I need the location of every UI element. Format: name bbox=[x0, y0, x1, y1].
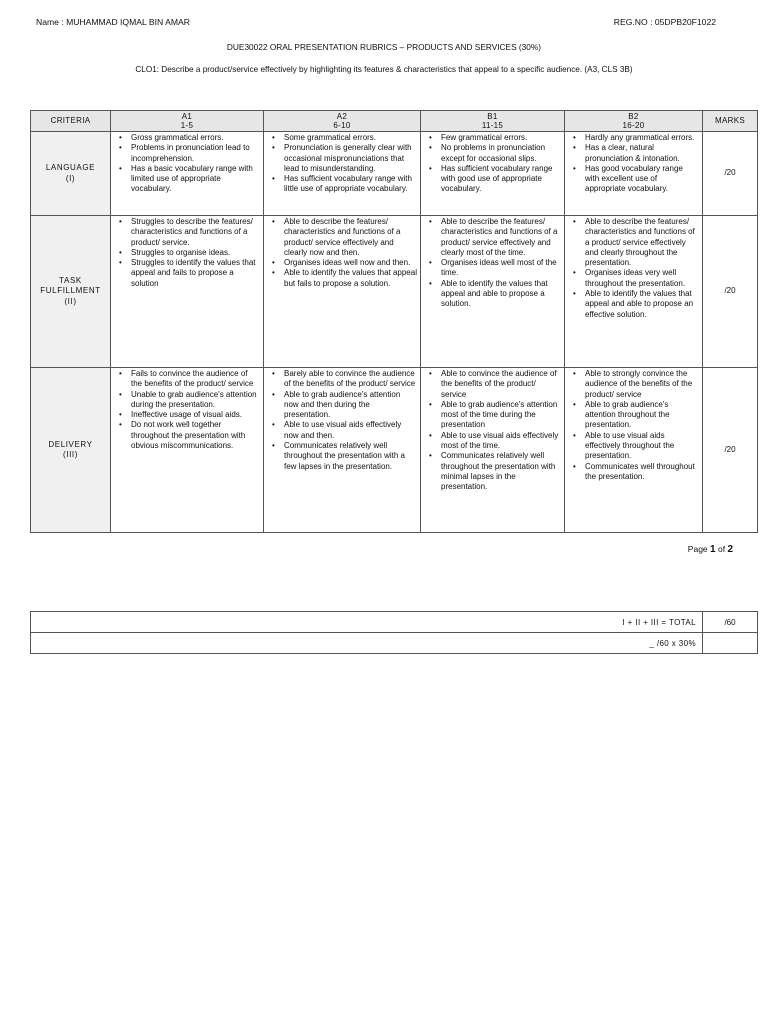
descriptor-item: • Unable to grab audience's attention during the presentation. bbox=[111, 390, 263, 411]
descriptor-cell-b1 bbox=[421, 368, 565, 533]
total-marks: /60 bbox=[703, 612, 758, 633]
column-header-a1: A1 1-5 bbox=[111, 111, 264, 132]
descriptor-item: • Able to identify the values that appeal and able to propose an effective solution. bbox=[565, 289, 702, 320]
criteria-name: LANGUAGE bbox=[45, 163, 96, 172]
descriptor-item: • Able to describe the features/ characteristics and functions of a product/ service effectively and clearly most of the time. bbox=[421, 217, 564, 258]
descriptor-item: • Has sufficient vocabulary range with little use of appropriate vocabulary. bbox=[264, 174, 420, 195]
descriptor-cell-b1 bbox=[421, 132, 565, 216]
rubric-row bbox=[31, 368, 758, 533]
descriptor-item: • Organises ideas very well throughout the presentation. bbox=[565, 268, 702, 289]
registration-number: REG.NO : 05DPB20F1022 bbox=[613, 17, 716, 27]
descriptor-list bbox=[264, 369, 420, 472]
descriptor-item: • Communicates relatively well throughout the presentation with minimal lapses in the presentation. bbox=[421, 451, 564, 492]
criteria-cell bbox=[31, 368, 111, 533]
descriptor-list bbox=[565, 217, 702, 320]
descriptor-cell-a2 bbox=[264, 132, 421, 216]
marks-cell: /20 bbox=[703, 368, 758, 533]
descriptor-item: • Struggles to organise ideas. bbox=[111, 248, 263, 258]
total-label: I + II + III = TOTAL bbox=[31, 612, 703, 633]
criteria-name: DELIVERY bbox=[48, 439, 93, 449]
descriptor-cell-a1 bbox=[111, 216, 264, 368]
descriptor-item: • Fails to convince the audience of the benefits of the product/ service bbox=[111, 369, 263, 390]
weighted-row bbox=[31, 633, 758, 654]
descriptor-cell-a1 bbox=[111, 132, 264, 216]
descriptor-item: • Able to grab audience's attention most of the time during the presentation bbox=[421, 400, 564, 431]
descriptor-item: • Able to use visual aids effectively throughout the presentation. bbox=[565, 431, 702, 462]
column-header-a2: A2 6-10 bbox=[264, 111, 421, 132]
weighted-marks bbox=[703, 633, 758, 654]
descriptor-item: • Struggles to identify the values that appeal and fails to propose a solution bbox=[111, 258, 263, 289]
descriptor-item: • Do not work well together throughout the presentation with obvious miscommunications. bbox=[111, 420, 263, 451]
descriptor-item: • Few grammatical errors. bbox=[421, 133, 564, 143]
descriptor-item: • Communicates relatively well throughout the presentation with a few lapses in the presentation. bbox=[264, 441, 420, 472]
descriptor-cell-b1 bbox=[421, 216, 565, 368]
descriptor-item: • Able to grab audience's attention now and then during the presentation. bbox=[264, 390, 420, 421]
descriptor-item: • Has sufficient vocabulary range with good use of appropriate vocabulary. bbox=[421, 164, 564, 195]
descriptor-item: • No problems in pronunciation except for occasional slips. bbox=[421, 143, 564, 164]
descriptor-list bbox=[111, 217, 263, 289]
descriptor-item: • Struggles to describe the features/ characteristics and functions of a product/ service. bbox=[111, 217, 263, 248]
student-name: Name : MUHAMMAD IQMAL BIN AMAR bbox=[36, 17, 190, 27]
total-table bbox=[30, 611, 758, 654]
descriptor-list bbox=[111, 369, 263, 451]
descriptor-cell-b2 bbox=[565, 216, 703, 368]
descriptor-cell-b2 bbox=[565, 368, 703, 533]
descriptor-item: • Ineffective usage of visual aids. bbox=[111, 410, 263, 420]
descriptor-list bbox=[565, 369, 702, 482]
document-title: DUE30022 ORAL PRESENTATION RUBRICS – PRODUCTS AND SERVICES (30%) bbox=[226, 42, 542, 52]
descriptor-item: • Organises ideas well now and then. bbox=[264, 258, 420, 268]
criteria-cell bbox=[31, 132, 111, 216]
rubric-row bbox=[31, 216, 758, 368]
rubric-header-row bbox=[31, 111, 758, 132]
descriptor-item: • Hardly any grammatical errors. bbox=[565, 133, 702, 143]
criteria-number: (III) bbox=[63, 450, 78, 459]
descriptor-item: • Able to use visual aids effectively now and then. bbox=[264, 420, 420, 441]
descriptor-item: • Has a basic vocabulary range with limited use of appropriate vocabulary. bbox=[111, 164, 263, 195]
column-header-criteria: CRITERIA bbox=[31, 111, 111, 132]
descriptor-list bbox=[264, 133, 420, 195]
descriptor-item: • Able to identify the values that appeal but fails to propose a solution. bbox=[264, 268, 420, 289]
descriptor-list bbox=[421, 133, 564, 195]
descriptor-item: • Pronunciation is generally clear with occasional mispronunciations that lead to misunderstanding. bbox=[264, 143, 420, 174]
descriptor-cell-a2 bbox=[264, 216, 421, 368]
descriptor-list bbox=[421, 217, 564, 310]
descriptor-item: • Able to describe the features/ characteristics and functions of a product/ service effectively and clearly now and then. bbox=[264, 217, 420, 258]
descriptor-item: • Organises ideas well most of the time. bbox=[421, 258, 564, 279]
rubric-table bbox=[30, 110, 758, 533]
column-header-marks: MARKS bbox=[703, 111, 758, 132]
descriptor-cell-a2 bbox=[264, 368, 421, 533]
descriptor-item: • Some grammatical errors. bbox=[264, 133, 420, 143]
descriptor-item: • Problems in pronunciation lead to incomprehension. bbox=[111, 143, 263, 164]
weighted-label: _ /60 x 30% bbox=[31, 633, 703, 654]
descriptor-item: • Gross grammatical errors. bbox=[111, 133, 263, 143]
descriptor-list bbox=[264, 217, 420, 289]
descriptor-item: • Communicates well throughout the presentation. bbox=[565, 462, 702, 483]
descriptor-list bbox=[565, 133, 702, 195]
column-header-b1: B1 11-15 bbox=[421, 111, 565, 132]
descriptor-list bbox=[111, 133, 263, 195]
rubric-row bbox=[31, 132, 758, 216]
descriptor-item: • Able to strongly convince the audience of the benefits of the product/ service bbox=[565, 369, 702, 400]
descriptor-item: • Barely able to convince the audience of the benefits of the product/ service bbox=[264, 369, 420, 390]
descriptor-cell-b2 bbox=[565, 132, 703, 216]
column-header-b2: B2 16-20 bbox=[565, 111, 703, 132]
criteria-number: (I) bbox=[65, 173, 76, 183]
descriptor-item: • Able to grab audience's attention throughout the presentation. bbox=[565, 400, 702, 431]
course-learning-outcome: CLO1: Describe a product/service effectively by highlighting its features & characteristics that appeal to a specific audience. (A3, CLS 3B) bbox=[135, 65, 633, 74]
criteria-name: TASK FULFILLMENT bbox=[40, 275, 101, 296]
criteria-cell bbox=[31, 216, 111, 368]
criteria-number: (II) bbox=[64, 296, 77, 306]
descriptor-list bbox=[421, 369, 564, 493]
descriptor-item: • Able to identify the values that appeal and able to propose a solution. bbox=[421, 279, 564, 310]
descriptor-item: • Able to describe the features/ characteristics and functions of a product/ service effectively and clearly throughout the presentation. bbox=[565, 217, 702, 268]
total-row bbox=[31, 612, 758, 633]
descriptor-item: • Has good vocabulary range with excellent use of appropriate vocabulary. bbox=[565, 164, 702, 195]
descriptor-item: • Able to convince the audience of the benefits of the product/ service bbox=[421, 369, 564, 400]
marks-cell: /20 bbox=[703, 216, 758, 368]
descriptor-item: • Has a clear, natural pronunciation & intonation. bbox=[565, 143, 702, 164]
descriptor-item: • Able to use visual aids effectively most of the time. bbox=[421, 431, 564, 452]
marks-cell: /20 bbox=[703, 132, 758, 216]
descriptor-cell-a1 bbox=[111, 368, 264, 533]
page-number: Page 1 of 2 bbox=[687, 544, 733, 555]
